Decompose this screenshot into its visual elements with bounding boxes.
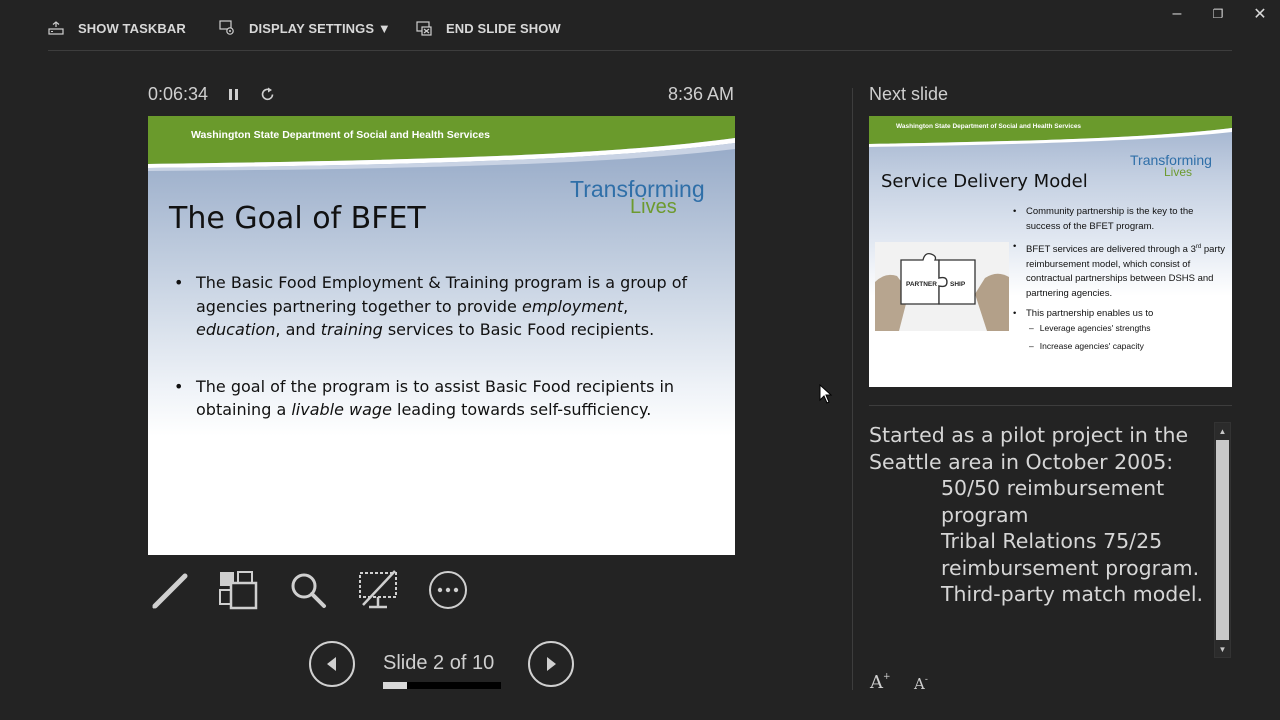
more-icon — [427, 569, 469, 611]
notes-line-2: 50/50 reimbursement program — [941, 476, 1165, 527]
restart-timer-button[interactable] — [258, 85, 278, 105]
next-slide-bullet-1: • Community partnership is the key to the success of the BFET program. — [1011, 205, 1226, 234]
scroll-up-button[interactable] — [1214, 423, 1231, 439]
next-brand-transforming: Transforming — [1130, 152, 1212, 168]
next-slide-sub-1: – Leverage agencies' strengths — [1029, 323, 1151, 333]
display-settings-icon — [219, 20, 235, 36]
minimize-icon: – — [1172, 5, 1182, 22]
next-slide-header-banner — [869, 116, 1232, 150]
toolbar-divider — [48, 50, 1232, 51]
scroll-up-icon: ▲ — [1218, 426, 1227, 436]
pen-icon — [149, 569, 191, 611]
increase-font-button[interactable] — [870, 672, 891, 693]
more-options-button[interactable] — [426, 568, 470, 612]
restore-icon: ❐ — [1212, 7, 1224, 21]
font-decrease-icon: A — [914, 675, 925, 693]
restore-button[interactable] — [1205, 4, 1231, 24]
notes-line-1: Started as a pilot project in the Seattle area in October 2005: — [869, 423, 1189, 474]
notes-divider — [869, 405, 1232, 406]
close-icon: ✕ — [1253, 6, 1267, 23]
close-button[interactable] — [1247, 4, 1273, 24]
notes-line-4: Third-party match model. — [941, 582, 1204, 606]
restart-icon — [258, 85, 278, 105]
display-settings-label: DISPLAY SETTINGS ▼ — [249, 20, 391, 36]
next-slide-title: Service Delivery Model — [881, 171, 1088, 192]
next-slide-header-text: Washington State Department of Social and Health Services — [896, 123, 1082, 130]
current-time: 8:36 AM — [667, 84, 734, 104]
slide-progress-fill — [383, 682, 407, 689]
next-slide-bullets — [1011, 205, 1226, 328]
slide-bullet-2: • The goal of the program is to assist Basic Food recipients in obtaining a livable wage leading towards self-sufficiency. — [174, 375, 704, 422]
scroll-down-icon: ▼ — [1218, 644, 1227, 654]
notes-line-3: Tribal Relations 75/25 reimbursement program. — [941, 529, 1200, 580]
slide-bullets — [174, 271, 704, 455]
see-all-slides-button[interactable] — [216, 568, 260, 612]
black-screen-button[interactable] — [356, 568, 400, 612]
slide-header-text: Washington State Department of Social and Health Services — [191, 129, 490, 141]
scroll-down-button[interactable] — [1214, 641, 1231, 657]
pen-tool-button[interactable] — [148, 568, 192, 612]
arrow-right-icon — [541, 654, 561, 674]
pause-timer-button[interactable] — [224, 85, 244, 105]
current-slide — [148, 116, 735, 555]
decrease-font-button[interactable] — [914, 675, 928, 693]
next-slide-button[interactable] — [528, 641, 574, 687]
notes-scroll-thumb[interactable] — [1216, 440, 1229, 640]
mouse-cursor-icon — [819, 384, 833, 404]
pane-divider — [852, 88, 853, 690]
slide-title: The Goal of BFET — [169, 201, 426, 236]
puzzle-image — [875, 242, 1009, 331]
next-slide-sub-2: – Increase agencies' capacity — [1029, 341, 1144, 351]
display-settings-button[interactable] — [219, 18, 391, 38]
end-slide-show-label: END SLIDE SHOW — [446, 20, 561, 36]
pause-icon — [224, 85, 244, 105]
puzzle-text-left: PARTNER — [906, 281, 937, 288]
screen-off-icon — [357, 569, 399, 611]
end-slide-show-button[interactable] — [416, 18, 561, 38]
slide-counter: Slide 2 of 10 — [383, 652, 495, 674]
next-slide-bullet-2: • BFET services are delivered through a 3rd party reimbursement model, which consist of contractual partnerships between DSHS and partnering agencies. — [1011, 240, 1226, 301]
slide-grid-icon — [217, 569, 259, 611]
next-brand-lives: Lives — [1164, 165, 1193, 179]
next-slide-label: Next slide — [869, 84, 949, 104]
brand-lives: Lives — [630, 196, 677, 218]
minimize-button[interactable] — [1164, 4, 1190, 24]
font-increase-icon: A — [870, 672, 883, 693]
show-taskbar-button[interactable] — [48, 18, 186, 38]
next-slide-bullet-3: • This partnership enables us to — [1011, 307, 1226, 322]
arrow-left-icon — [322, 654, 342, 674]
taskbar-icon — [48, 21, 64, 35]
puzzle-text-right: SHIP — [950, 281, 966, 288]
speaker-notes[interactable] — [869, 422, 1209, 608]
end-slideshow-icon — [416, 20, 432, 36]
show-taskbar-label: SHOW TASKBAR — [78, 20, 186, 36]
previous-slide-button[interactable] — [309, 641, 355, 687]
brand-transforming: Transforming — [570, 176, 705, 202]
elapsed-timer: 0:06:34 — [148, 84, 209, 104]
plus-mark: + — [883, 672, 891, 682]
slide-header-banner — [148, 116, 735, 176]
puzzle-pieces-icon — [875, 242, 1009, 331]
slide-progress-bar — [383, 682, 501, 689]
next-slide-preview[interactable] — [869, 116, 1232, 387]
slide-bullet-1: • The Basic Food Employment & Training program is a group of agencies partnering together to provide employment, education, and training services to Basic Food recipients. — [174, 271, 704, 342]
magnifier-icon — [287, 569, 329, 611]
minus-mark: - — [924, 675, 928, 685]
zoom-button[interactable] — [286, 568, 330, 612]
